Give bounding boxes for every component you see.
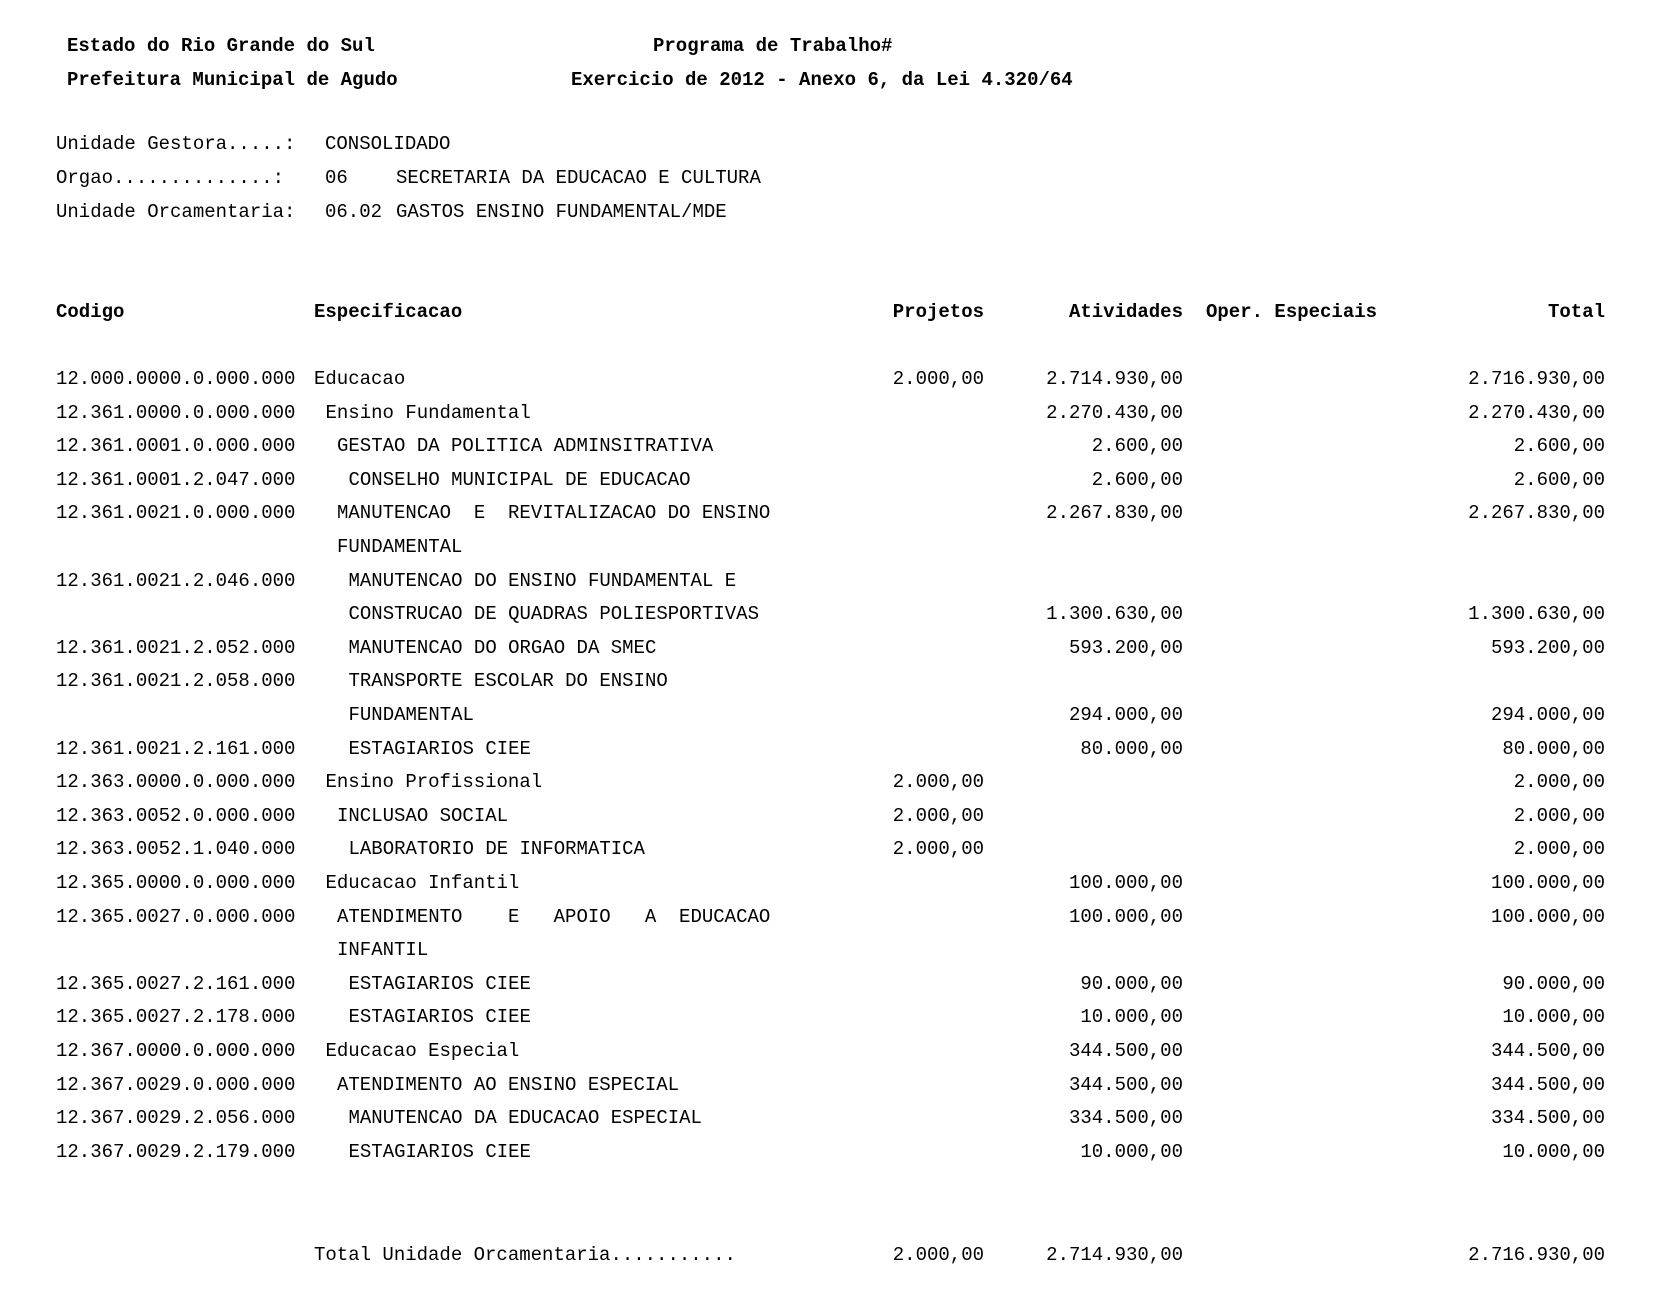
column-header-codigo: Codigo bbox=[56, 301, 125, 323]
row-projetos: 2.000,00 bbox=[892, 771, 984, 794]
column-header-oper-especiais: Oper. Especiais bbox=[1206, 301, 1378, 323]
row-specification: MANUTENCAO E REVITALIZACAO DO ENSINO bbox=[337, 502, 771, 525]
unidade-code: 06.02 bbox=[325, 201, 383, 223]
column-header-projetos: Projetos bbox=[892, 301, 984, 323]
unidade-name: GASTOS ENSINO FUNDAMENTAL/MDE bbox=[396, 201, 727, 223]
row-specification: ATENDIMENTO AO ENSINO ESPECIAL bbox=[337, 1073, 680, 1096]
table-row bbox=[0, 874, 1653, 904]
row-atividades: 80.000,00 bbox=[1080, 737, 1183, 760]
row-code: 12.365.0027.2.161.000 bbox=[56, 972, 296, 995]
row-code: 12.361.0021.2.052.000 bbox=[56, 636, 296, 659]
row-total: 2.000,00 bbox=[1513, 804, 1605, 827]
row-specification: TRANSPORTE ESCOLAR DO ENSINO bbox=[348, 670, 668, 693]
table-row bbox=[0, 840, 1653, 870]
row-code: 12.361.0021.2.058.000 bbox=[56, 670, 296, 693]
row-specification: MANUTENCAO DO ORGAO DA SMEC bbox=[348, 636, 657, 659]
row-specification: Ensino Fundamental bbox=[325, 401, 531, 424]
row-specification: FUNDAMENTAL bbox=[337, 536, 463, 558]
column-header-especificacao: Especificacao bbox=[314, 301, 463, 323]
row-total: 2.270.430,00 bbox=[1468, 401, 1605, 424]
row-total: 593.200,00 bbox=[1490, 636, 1605, 659]
row-specification: Educacao Infantil bbox=[325, 872, 520, 894]
row-atividades: 100.000,00 bbox=[1068, 872, 1183, 894]
row-specification: ESTAGIARIOS CIEE bbox=[348, 1140, 531, 1163]
row-code: 12.365.0000.0.000.000 bbox=[56, 872, 296, 894]
row-atividades: 90.000,00 bbox=[1080, 972, 1183, 995]
row-total: 2.000,00 bbox=[1513, 771, 1605, 794]
row-specification: CONSELHO MUNICIPAL DE EDUCACAO bbox=[348, 468, 691, 491]
row-code: 12.367.0029.2.056.000 bbox=[56, 1107, 296, 1130]
row-code: 12.365.0027.2.178.000 bbox=[56, 1006, 296, 1029]
row-specification: Educacao Especial bbox=[325, 1040, 520, 1062]
row-total: 80.000,00 bbox=[1502, 737, 1605, 760]
table-row bbox=[0, 1140, 1653, 1173]
program-title: Programa de Trabalho# bbox=[653, 35, 893, 57]
table-row bbox=[0, 1008, 1653, 1038]
row-specification: INCLUSAO SOCIAL bbox=[337, 804, 509, 827]
row-code: 12.361.0001.0.000.000 bbox=[56, 435, 296, 458]
row-code: 12.361.0001.2.047.000 bbox=[56, 468, 296, 491]
row-code: 12.367.0000.0.000.000 bbox=[56, 1040, 296, 1062]
row-code: 12.367.0029.0.000.000 bbox=[56, 1073, 296, 1096]
table-row bbox=[0, 1109, 1653, 1139]
table-row bbox=[0, 1042, 1653, 1072]
row-total: 344.500,00 bbox=[1490, 1040, 1605, 1062]
row-atividades: 100.000,00 bbox=[1068, 905, 1183, 928]
table-row bbox=[0, 706, 1653, 736]
row-total: 2.716.930,00 bbox=[1468, 368, 1605, 390]
row-projetos: 2.000,00 bbox=[892, 838, 984, 861]
row-specification: MANUTENCAO DA EDUCACAO ESPECIAL bbox=[348, 1107, 702, 1130]
row-total: 90.000,00 bbox=[1502, 972, 1605, 995]
row-specification: ATENDIMENTO E APOIO A EDUCACAO bbox=[337, 905, 771, 928]
table-row bbox=[0, 636, 1653, 669]
table-row bbox=[0, 773, 1653, 803]
table-row bbox=[0, 538, 1653, 568]
table-row bbox=[0, 437, 1653, 467]
row-total: 10.000,00 bbox=[1502, 1006, 1605, 1029]
row-total: 2.000,00 bbox=[1513, 838, 1605, 861]
row-atividades: 1.300.630,00 bbox=[1046, 603, 1183, 626]
row-atividades: 10.000,00 bbox=[1080, 1140, 1183, 1163]
row-specification: ESTAGIARIOS CIEE bbox=[348, 972, 531, 995]
row-total: 2.267.830,00 bbox=[1468, 502, 1605, 525]
table-row bbox=[0, 737, 1653, 770]
row-total: 10.000,00 bbox=[1502, 1140, 1605, 1163]
gestora-label: Unidade Gestora.....: bbox=[56, 133, 296, 155]
row-atividades: 10.000,00 bbox=[1080, 1006, 1183, 1029]
table-row bbox=[0, 672, 1653, 702]
footer-total-total: 2.716.930,00 bbox=[1468, 1244, 1605, 1266]
row-atividades: 344.500,00 bbox=[1068, 1073, 1183, 1096]
row-code: 12.367.0029.2.179.000 bbox=[56, 1140, 296, 1163]
footer-total-label: Total Unidade Orcamentaria........... bbox=[314, 1244, 736, 1266]
table-row bbox=[0, 401, 1653, 434]
row-projetos: 2.000,00 bbox=[892, 368, 984, 390]
row-atividades: 2.270.430,00 bbox=[1046, 401, 1183, 424]
row-specification: LABORATORIO DE INFORMATICA bbox=[348, 838, 645, 861]
row-specification: CONSTRUCAO DE QUADRAS POLIESPORTIVAS bbox=[348, 603, 759, 626]
gestora-value: CONSOLIDADO bbox=[325, 133, 451, 155]
row-total: 294.000,00 bbox=[1490, 704, 1605, 726]
row-total: 344.500,00 bbox=[1490, 1073, 1605, 1096]
row-atividades: 294.000,00 bbox=[1068, 704, 1183, 726]
footer-total-atividades: 2.714.930,00 bbox=[1046, 1244, 1183, 1266]
row-total: 2.600,00 bbox=[1513, 435, 1605, 458]
table-row bbox=[0, 504, 1653, 534]
footer-total-projetos: 2.000,00 bbox=[892, 1244, 984, 1266]
row-atividades: 2.600,00 bbox=[1091, 468, 1183, 491]
state-title: Estado do Rio Grande do Sul bbox=[67, 35, 375, 57]
row-specification: MANUTENCAO DO ENSINO FUNDAMENTAL E bbox=[348, 569, 737, 592]
orgao-label: Orgao..............: bbox=[56, 167, 285, 189]
row-code: 12.000.0000.0.000.000 bbox=[56, 368, 296, 390]
row-specification: INFANTIL bbox=[337, 939, 429, 962]
row-code: 12.361.0021.0.000.000 bbox=[56, 502, 296, 525]
orgao-code: 06 bbox=[325, 167, 348, 189]
column-header-total: Total bbox=[1547, 301, 1605, 323]
column-header-atividades: Atividades bbox=[1068, 301, 1183, 323]
row-code: 12.361.0000.0.000.000 bbox=[56, 401, 296, 424]
row-atividades: 334.500,00 bbox=[1068, 1107, 1183, 1130]
table-row bbox=[0, 468, 1653, 501]
row-total: 2.600,00 bbox=[1513, 468, 1605, 491]
table-row bbox=[0, 804, 1653, 837]
orgao-name: SECRETARIA DA EDUCACAO E CULTURA bbox=[396, 167, 761, 189]
row-code: 12.365.0027.0.000.000 bbox=[56, 905, 296, 928]
table-row bbox=[0, 569, 1653, 602]
row-total: 1.300.630,00 bbox=[1468, 603, 1605, 626]
row-code: 12.363.0000.0.000.000 bbox=[56, 771, 296, 794]
row-specification: FUNDAMENTAL bbox=[348, 704, 474, 726]
row-total: 100.000,00 bbox=[1490, 872, 1605, 894]
table-row bbox=[0, 605, 1653, 635]
unidade-label: Unidade Orcamentaria: bbox=[56, 201, 296, 223]
row-atividades: 2.714.930,00 bbox=[1046, 368, 1183, 390]
prefecture-title: Prefeitura Municipal de Agudo bbox=[67, 69, 398, 91]
row-code: 12.363.0052.0.000.000 bbox=[56, 804, 296, 827]
table-row bbox=[0, 370, 1653, 400]
row-specification: GESTAO DA POLITICA ADMINSITRATIVA bbox=[337, 435, 714, 458]
row-atividades: 344.500,00 bbox=[1068, 1040, 1183, 1062]
row-specification: ESTAGIARIOS CIEE bbox=[348, 1006, 531, 1029]
row-total: 100.000,00 bbox=[1490, 905, 1605, 928]
row-specification: Ensino Profissional bbox=[325, 771, 543, 794]
row-code: 12.361.0021.2.046.000 bbox=[56, 569, 296, 592]
exercise-title: Exercicio de 2012 - Anexo 6, da Lei 4.320/64 bbox=[571, 69, 1073, 91]
row-atividades: 2.600,00 bbox=[1091, 435, 1183, 458]
row-code: 12.363.0052.1.040.000 bbox=[56, 838, 296, 861]
row-projetos: 2.000,00 bbox=[892, 804, 984, 827]
row-code: 12.361.0021.2.161.000 bbox=[56, 737, 296, 760]
table-row bbox=[0, 1073, 1653, 1106]
table-row bbox=[0, 941, 1653, 971]
row-atividades: 593.200,00 bbox=[1068, 636, 1183, 659]
row-specification: Educacao bbox=[314, 368, 406, 390]
table-row bbox=[0, 905, 1653, 938]
row-atividades: 2.267.830,00 bbox=[1046, 502, 1183, 525]
table-row bbox=[0, 972, 1653, 1005]
row-total: 334.500,00 bbox=[1490, 1107, 1605, 1130]
row-specification: ESTAGIARIOS CIEE bbox=[348, 737, 531, 760]
